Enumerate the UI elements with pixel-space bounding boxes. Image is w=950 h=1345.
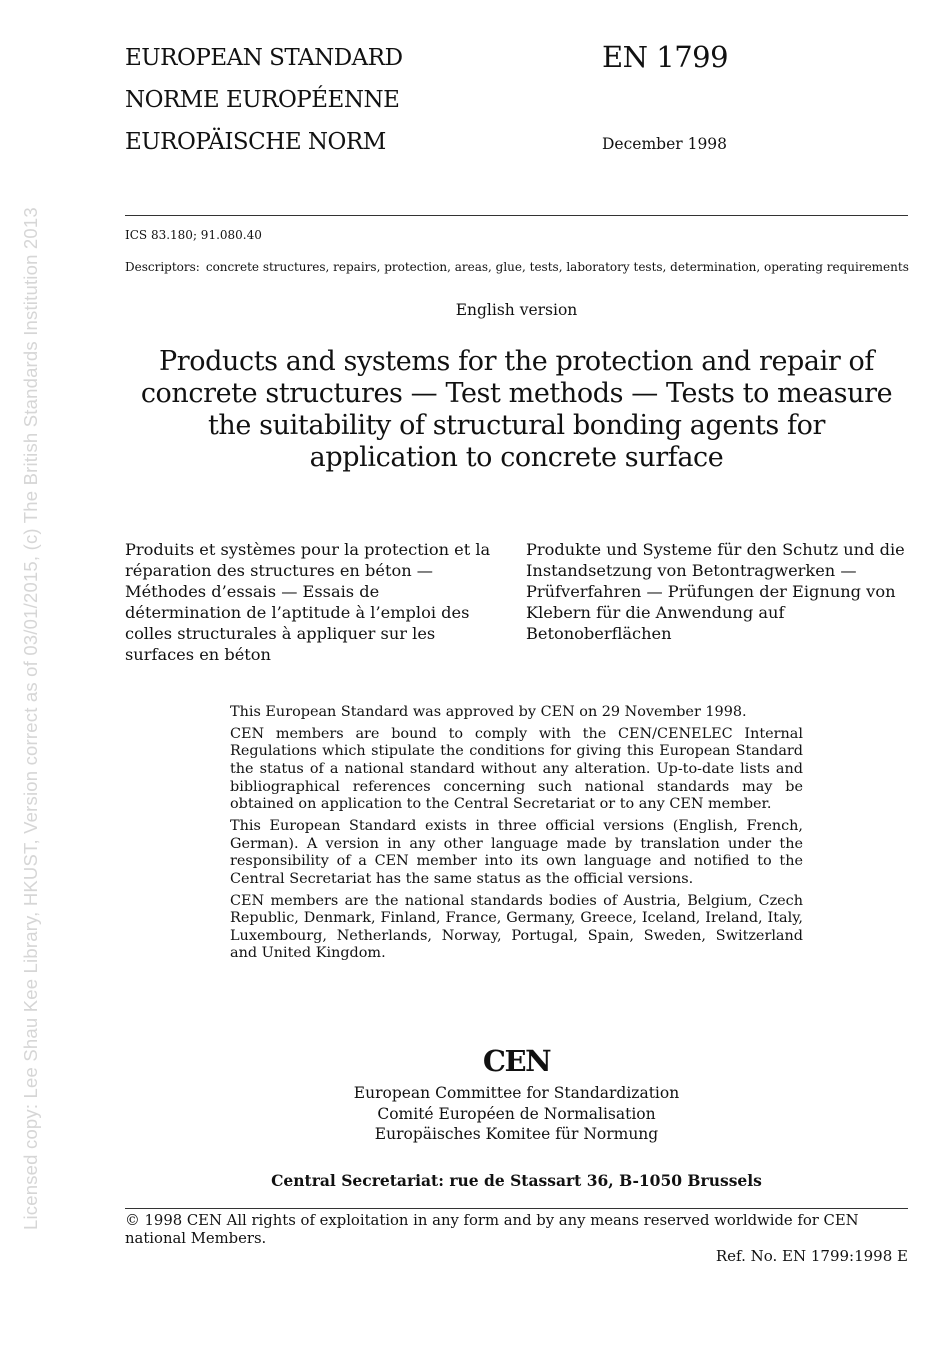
notice-paragraph: CEN members are bound to comply with the CEN/CENELEC Internal Regulations which stipulate the conditions for giving this European Standard the status of a national standard without any alteration. Up-to-date lists and bibliographical references concerning such national standards may be obtained on application to the Central Secretariat or to any CEN member. xyxy=(230,725,803,813)
standard-number: EN 1799 xyxy=(602,40,729,74)
heading-europaische-norm: EUROPÄISCHE NORM xyxy=(125,129,386,155)
notice-paragraph: This European Standard exists in three official versions (English, French, German). A version in any other language made by translation under the responsibility of a CEN member into its own language and notified to the Central Secretariat has the same status as the official versions. xyxy=(230,817,803,887)
descriptors-label: Descriptors: xyxy=(125,260,200,274)
central-secretariat-address: Central Secretariat: rue de Stassart 36, B-1050 Brussels xyxy=(271,1171,762,1190)
title-german: Produkte und Systeme für den Schutz und die Instandsetzung von Betontragwerken — Prüfverfahren — Prüfungen der Eignung von Klebern für die Anwendung auf Betonoberflächen xyxy=(526,540,905,643)
ics-code: ICS 83.180; 91.080.40 xyxy=(125,228,262,242)
footer-divider xyxy=(125,1208,908,1209)
language-version: English version xyxy=(455,301,578,319)
heading-norme-europeenne: NORME EUROPÉENNE xyxy=(125,87,400,113)
notice-paragraph: CEN members are the national standards bodies of Austria, Belgium, Czech Republic, Denmark, Finland, France, Germany, Greece, Iceland, Ireland, Italy, Luxembourg, Netherlands, Norway, Portugal, Spain, Sweden, Switzerland and United Kingdom. xyxy=(230,892,803,962)
license-watermark: Licensed copy: Lee Shau Kee Library, HKUST, Version correct as of 03/01/2015, (c) The British Standards Institution 2013 xyxy=(20,207,41,1230)
approval-notice xyxy=(230,704,803,967)
title-french: Produits et systèmes pour la protection et la réparation des structures en béton — Méthodes d’essais — Essais de détermination de l’aptitude à l’emploi des colles structurales à appliquer sur les surfaces en béton xyxy=(125,540,491,664)
cen-name-english: European Committee for Standardization xyxy=(353,1084,680,1102)
document-title: Products and systems for the protection and repair of concrete structures — Test methods — Tests to measure the suitability of structural bonding agents for application to concrete surface xyxy=(140,346,893,473)
heading-european-standard: EUROPEAN STANDARD xyxy=(125,45,403,71)
notice-paragraph: This European Standard was approved by CEN on 29 November 1998. xyxy=(230,704,747,720)
copyright-notice: © 1998 CEN All rights of exploitation in any form and by any means reserved worldwide for CEN national Members. xyxy=(125,1212,859,1248)
header-divider xyxy=(125,215,908,216)
descriptors-text: concrete structures, repairs, protection, areas, glue, tests, laboratory tests, determination, operating requirements xyxy=(205,260,909,274)
descriptors xyxy=(125,260,909,274)
reference-number: Ref. No. EN 1799:1998 E xyxy=(715,1247,908,1265)
publication-date: December 1998 xyxy=(602,135,728,153)
cen-logo: CEN xyxy=(482,1044,551,1078)
cen-name-german: Europäisches Komitee für Normung xyxy=(374,1125,659,1143)
cen-name-french: Comité Européen de Normalisation xyxy=(377,1105,656,1123)
